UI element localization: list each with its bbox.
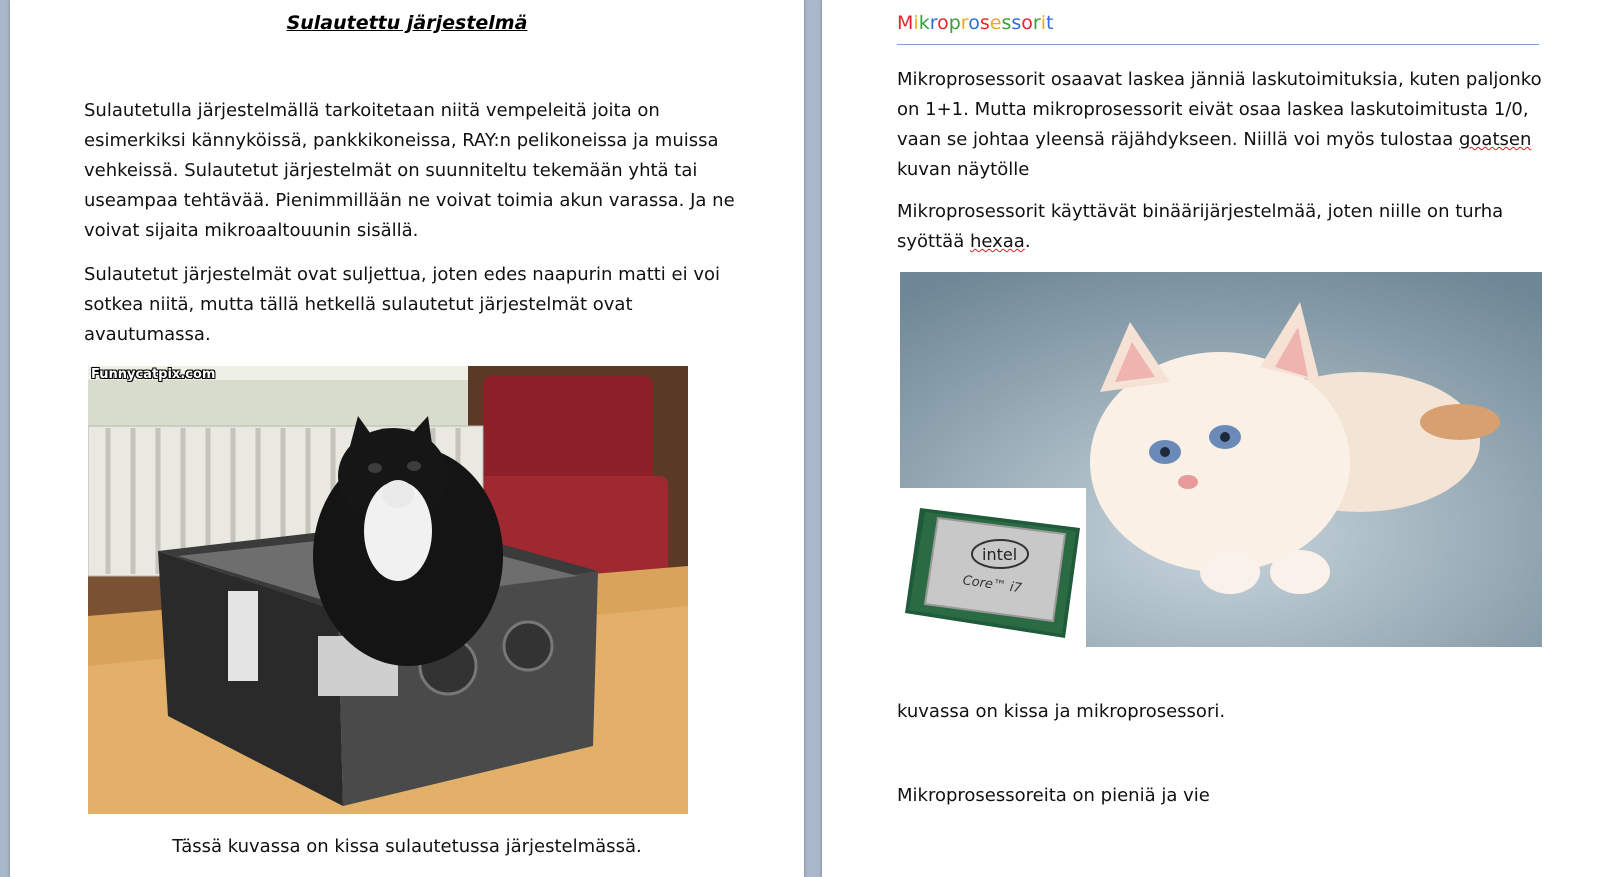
text-line: Sulautetut järjestelmät ovat suljettua, joten edes naapurin matti ei voi xyxy=(84,264,720,285)
heading-letter: p xyxy=(948,12,961,34)
text-line xyxy=(897,227,1503,257)
paragraph-binary xyxy=(897,197,1503,257)
text-line: vehkeissä. Sulautetut järjestelmät on suunniteltu tekemään yhtä tai xyxy=(84,160,698,181)
heading-letter: r xyxy=(960,12,969,34)
heading-letter: o xyxy=(968,12,980,34)
heading-letter: k xyxy=(918,12,930,34)
heading-letter: i xyxy=(1040,12,1046,34)
text-line: Sulautetulla järjestelmällä tarkoitetaan niitä vempeleitä joita on xyxy=(84,100,660,121)
text-line: sotkea niitä, mutta tällä hetkellä sulautetut järjestelmät ovat xyxy=(84,294,633,315)
text-line: esimerkiksi kännyköissä, pankkikoneissa, RAY:n pelikoneissa ja muissa xyxy=(84,130,719,151)
paragraph-embedded-closed xyxy=(84,260,720,350)
cpu-chip-image[interactable] xyxy=(900,488,1086,647)
cat-photo-illustration xyxy=(88,366,688,814)
text-line: Mikroprosessorit osaavat laskea jänniä laskutoimituksia, kuten paljonko xyxy=(897,69,1542,90)
cpu-brand-label: intel xyxy=(982,545,1018,564)
text-line: Mikroprosessorit käyttävät binäärijärjestelmää, joten niille on turha xyxy=(897,201,1504,222)
text-line-truncated: Mikroprosessoreita on pieniä ja vie xyxy=(897,785,1210,806)
text-line xyxy=(897,125,1542,155)
page-title: Sulautettu järjestelmä xyxy=(286,12,528,34)
heading-letter: s xyxy=(1001,12,1012,34)
cpu-photo-illustration xyxy=(900,488,1086,647)
text-run: syöttää xyxy=(897,231,970,252)
section-heading xyxy=(897,12,1053,34)
image-caption: kuvassa on kissa ja mikroprosessori. xyxy=(897,701,1226,722)
text-run: vaan se johtaa yleensä räjähdykseen. Niillä voi myös tulostaa xyxy=(897,129,1459,150)
heading-letter: i xyxy=(913,12,919,34)
heading-letter: o xyxy=(937,12,949,34)
misspelled-word[interactable]: goatsen xyxy=(1458,129,1532,150)
text-line: kuvan näytölle xyxy=(897,159,1030,180)
text-line: voivat sijaita mikroaaltouunin sisällä. xyxy=(84,220,419,241)
document-page-right xyxy=(822,0,1619,877)
cpu-model-label: Core™ i7 xyxy=(961,573,1023,597)
cat-in-computer-case-image[interactable] xyxy=(88,366,688,814)
image-watermark: Funnycatpix.com xyxy=(91,367,216,382)
heading-underline-rule xyxy=(897,44,1539,45)
heading-letter: o xyxy=(1021,12,1033,34)
heading-letter: e xyxy=(989,12,1002,34)
document-page-left xyxy=(10,0,804,877)
heading-letter: r xyxy=(929,12,938,34)
text-line: avautumassa. xyxy=(84,324,211,345)
paragraph-microprocessor-intro xyxy=(897,65,1542,185)
heading-letter: r xyxy=(1032,12,1041,34)
text-run: . xyxy=(1024,231,1031,252)
paragraph-embedded-intro xyxy=(84,96,735,246)
misspelled-word[interactable]: hexaa xyxy=(969,231,1025,252)
text-line: useampaa tehtävää. Pienimmillään ne voivat toimia akun varassa. Ja ne xyxy=(84,190,735,211)
text-line: on 1+1. Mutta mikroprosessorit eivät osaa laskea laskutoimitusta 1/0, xyxy=(897,99,1529,120)
heading-letter: s xyxy=(1011,12,1022,34)
image-caption: Tässä kuvassa on kissa sulautetussa järjestelmässä. xyxy=(172,836,642,857)
heading-letter: M xyxy=(897,12,914,34)
heading-letter: s xyxy=(979,12,990,34)
heading-letter: t xyxy=(1045,12,1054,34)
